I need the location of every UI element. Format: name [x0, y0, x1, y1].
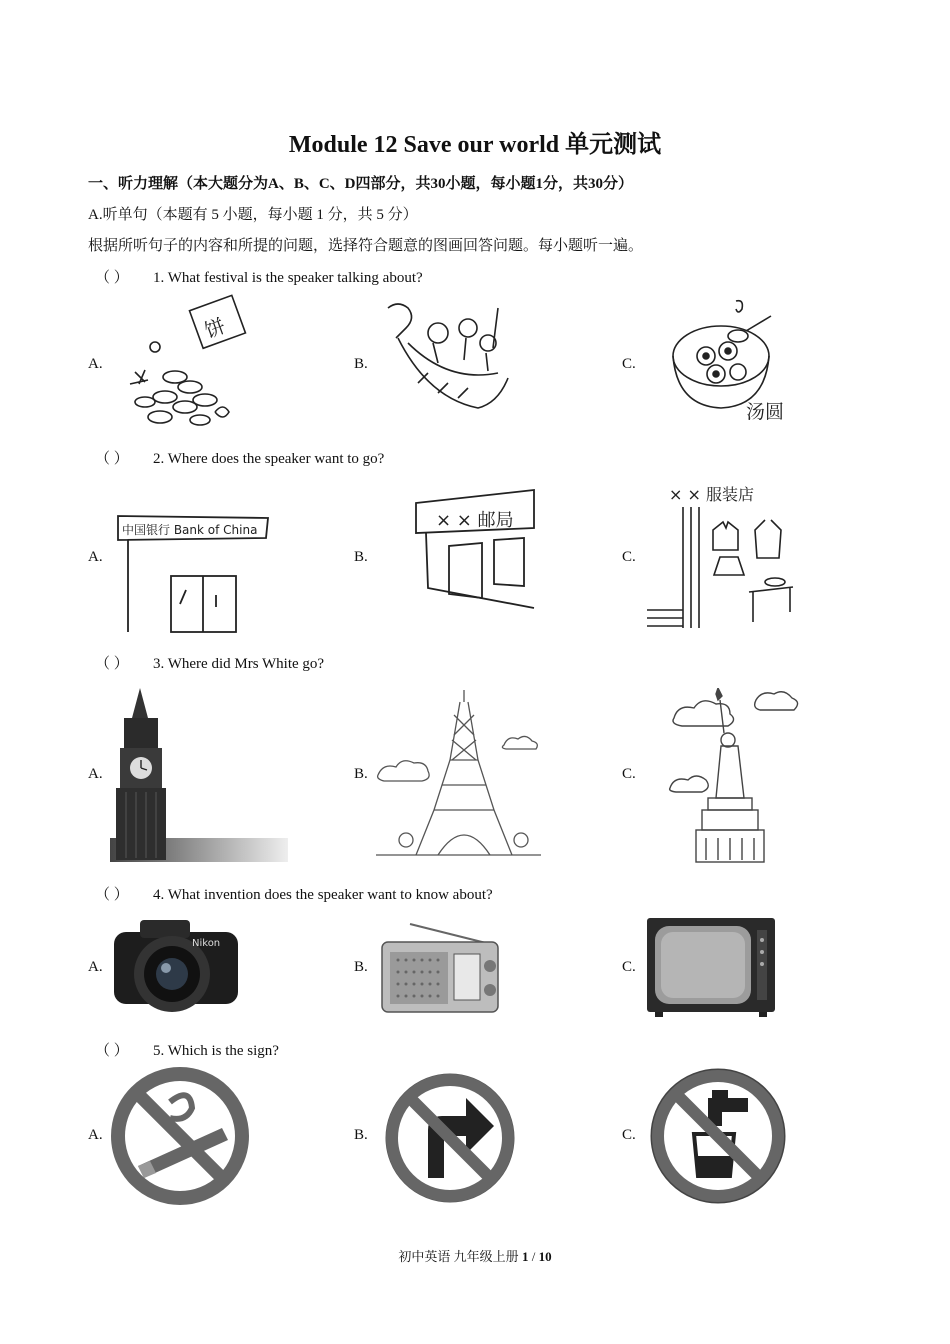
question-1 — [95, 266, 423, 287]
q2-option-b-label: B. — [354, 549, 368, 565]
question-2 — [95, 447, 384, 468]
q3-option-b-label: B. — [354, 766, 368, 782]
no-right-turn-sign-icon — [380, 1068, 520, 1208]
page-title: Module 12 Save our world 单元测试 — [288, 132, 662, 158]
question-4 — [95, 883, 493, 904]
firecrackers-picture — [115, 292, 265, 437]
question-3 — [95, 652, 324, 673]
statue-of-liberty-picture — [666, 688, 801, 863]
question-5 — [95, 1039, 279, 1060]
radio-picture — [380, 922, 505, 1014]
footer-total-pages: 10 — [538, 1249, 552, 1264]
camera-picture — [110, 912, 242, 1022]
post-office-sign-text: × × 邮局 — [436, 510, 514, 531]
q2-option-c-label: C. — [622, 549, 636, 565]
no-drinking-water-sign-icon — [646, 1064, 790, 1208]
post-office-picture — [414, 488, 539, 610]
q4-option-a-label: A. — [88, 959, 103, 975]
answer-blank[interactable]: （ ） — [95, 656, 129, 672]
q5-option-c-label: C. — [622, 1127, 636, 1143]
section-heading: 一、听力理解（本大题分为A、B、C、D四部分，共30小题，每小题1分，共30分） — [88, 176, 634, 192]
question-text: 5. Which is the sign? — [153, 1043, 279, 1059]
clothes-shop-sign-text: × × 服装店 — [669, 485, 754, 504]
tv-picture — [645, 916, 777, 1018]
answer-blank[interactable]: （ ） — [95, 887, 129, 903]
q4-option-c-label: C. — [622, 959, 636, 975]
question-text: 4. What invention does the speaker want to know about? — [153, 887, 493, 903]
question-text: 2. Where does the speaker want to go? — [153, 451, 385, 467]
q5-option-a-label: A. — [88, 1127, 103, 1143]
part-a-heading: A.听单句（本题有 5 小题，每小题 1 分，共 5 分） — [88, 207, 418, 223]
footer-separator: / — [528, 1249, 539, 1264]
dragon-boat-picture — [378, 298, 518, 423]
question-text: 1. What festival is the speaker talking about? — [153, 270, 423, 286]
bank-sign-text: 中国银行 Bank of China — [122, 523, 258, 537]
eiffel-tower-picture — [376, 690, 541, 858]
q5-option-b-label: B. — [354, 1127, 368, 1143]
q1-option-b-label: B. — [354, 356, 368, 372]
question-text: 3. Where did Mrs White go? — [153, 656, 325, 672]
tangyuan-picture — [666, 296, 791, 426]
bank-picture — [116, 510, 271, 635]
clothes-shop-picture — [645, 482, 795, 630]
answer-blank[interactable]: （ ） — [95, 1043, 129, 1059]
tangyuan-caption: 汤圆 — [746, 401, 785, 423]
page-footer — [0, 1246, 950, 1265]
paper-sign-text: 饼 — [201, 313, 229, 343]
q3-option-a-label: A. — [88, 766, 103, 782]
q2-option-a-label: A. — [88, 549, 103, 565]
q4-option-b-label: B. — [354, 959, 368, 975]
q1-option-a-label: A. — [88, 356, 103, 372]
q1-option-c-label: C. — [622, 356, 636, 372]
camera-brand-text: Nikon — [192, 938, 221, 949]
part-a-instruction: 根据所听句子的内容和所提的问题，选择符合题意的图画回答问题。每小题听一遍。 — [88, 238, 644, 254]
answer-blank[interactable]: （ ） — [95, 451, 129, 467]
answer-blank[interactable]: （ ） — [95, 270, 129, 286]
big-ben-picture — [110, 688, 290, 863]
no-smoking-sign-icon — [110, 1066, 250, 1206]
footer-subject: 初中英语 九年级上册 — [398, 1249, 519, 1264]
q3-option-c-label: C. — [622, 766, 636, 782]
footer-page-number: 1 — [521, 1249, 529, 1264]
